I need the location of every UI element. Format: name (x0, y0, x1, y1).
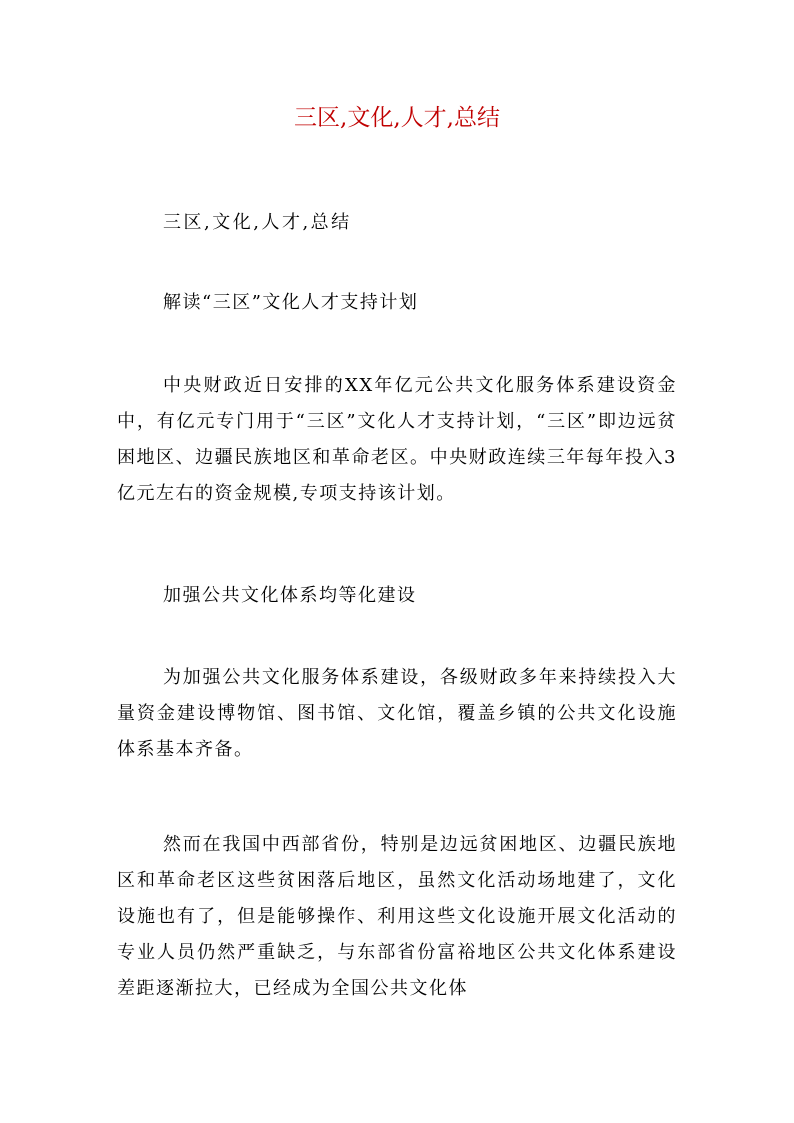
subtitle-paragraph: 三区,文化,人才,总结 (163, 212, 352, 233)
section-heading-support-plan: 解读“三区”文化人才支持计划 (163, 292, 419, 313)
paragraph-facilities: 为加强公共文化服务体系建设，各级财政多年来持续投入大量资金建设博物馆、图书馆、文化馆，覆盖乡镇的公共文化设施体系基本齐备。 (117, 667, 677, 760)
paragraph-gap: 然而在我国中西部省份，特别是边远贫困地区、边疆民族地区和革命老区这些贫困落后地区，虽然文化活动场地建了，文化设施也有了，但是能够操作、利用这些文化设施开展文化活动的专业人员仍然严重缺乏，与东部省份富裕地区公共文化体系建设差距逐渐拉大，已经成为全国公共文化体 (117, 834, 677, 999)
document-title: 三区,文化,人才,总结 (294, 105, 500, 131)
section-heading-equalization: 加强公共文化体系均等化建设 (163, 585, 417, 606)
paragraph-funding: 中央财政近日安排的XX年亿元公共文化服务体系建设资金中，有亿元专门用于“三区”文化人才支持计划，“三区”即边远贫困地区、边疆民族地区和革命老区。中央财政连续三年每年投入3亿元左右的资金规模,专项支持该计划。 (117, 375, 677, 504)
